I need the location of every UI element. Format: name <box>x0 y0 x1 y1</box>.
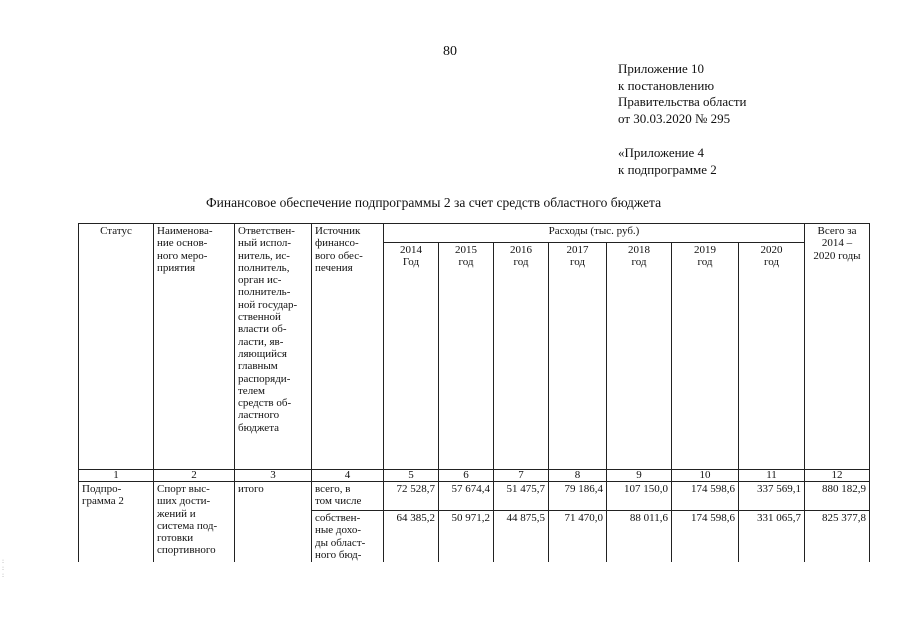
appendix-line: Приложение 10 <box>618 61 705 76</box>
column-number: 7 <box>494 470 549 482</box>
column-number: 5 <box>384 470 439 482</box>
program-name: Спорт выс- ших дости- жений и система под- готовки спортивного <box>154 482 235 563</box>
header-year: 2017 год <box>549 243 607 470</box>
column-number: 9 <box>607 470 672 482</box>
value-cell: 174 598,6 <box>672 482 739 511</box>
source-cell: всего, в том числе <box>312 482 384 511</box>
column-number: 3 <box>235 470 312 482</box>
financing-table <box>78 223 870 562</box>
value-cell: 107 150,0 <box>607 482 672 511</box>
total-cell: 880 182,9 <box>805 482 870 511</box>
column-number: 1 <box>79 470 154 482</box>
document-title: Финансовое обеспечение подпрограммы 2 за счет средств областного бюджета <box>206 195 662 210</box>
source-cell: собствен- ные дохо- ды област- ного бюд- <box>312 511 384 563</box>
header-year: 2018 год <box>607 243 672 470</box>
value-cell: 88 011,6 <box>607 511 672 563</box>
column-numbers-row <box>79 470 870 482</box>
value-cell: 50 971,2 <box>439 511 494 563</box>
header-total: Всего за 2014 – 2020 годы <box>805 224 870 470</box>
total-cell: 825 377,8 <box>805 511 870 563</box>
value-cell: 57 674,4 <box>439 482 494 511</box>
value-cell: 79 186,4 <box>549 482 607 511</box>
column-number: 11 <box>739 470 805 482</box>
header-year: 2020 год <box>739 243 805 470</box>
header-source: Источник финансо- вого обес- печения <box>312 224 384 470</box>
appendix-block <box>618 61 747 127</box>
header-name: Наименова- ние основ- ного меро- приятия <box>154 224 235 470</box>
table-row <box>79 482 870 511</box>
header-executor: Ответствен- ный испол- нитель, ис- полнитель, орган ис- полнитель- ной государ- ственной власти об- ласти, яв- ляющийся главным распоряди- телем средств об- ластного бюджета <box>235 224 312 470</box>
subappendix-line: к подпрограмме 2 <box>618 161 717 177</box>
column-number: 4 <box>312 470 384 482</box>
value-cell: 64 385,2 <box>384 511 439 563</box>
value-cell: 331 065,7 <box>739 511 805 563</box>
header-expenses: Расходы (тыс. руб.) <box>384 224 805 243</box>
value-cell: 71 470,0 <box>549 511 607 563</box>
header-year: 2015 год <box>439 243 494 470</box>
header-year: 2014 Год <box>384 243 439 470</box>
program-executor: итого <box>235 482 312 563</box>
value-cell: 72 528,7 <box>384 482 439 511</box>
column-number: 2 <box>154 470 235 482</box>
column-number: 8 <box>549 470 607 482</box>
value-cell: 44 875,5 <box>494 511 549 563</box>
value-cell: 51 475,7 <box>494 482 549 511</box>
subappendix-block <box>618 145 717 178</box>
page-number: 80 <box>443 44 457 59</box>
subappendix-line: «Приложение 4 <box>618 145 705 160</box>
column-number: 12 <box>805 470 870 482</box>
header-year: 2016 год <box>494 243 549 470</box>
appendix-line: Правительства области <box>618 94 747 109</box>
program-status: Подпро- грамма 2 <box>79 482 154 563</box>
appendix-line: от 30.03.2020 № 295 <box>618 110 731 126</box>
value-cell: 337 569,1 <box>739 482 805 511</box>
column-number: 6 <box>439 470 494 482</box>
column-number: 10 <box>672 470 739 482</box>
scan-margin-mark: : : : <box>2 558 5 579</box>
header-status: Статус <box>79 224 154 470</box>
appendix-line: к постановлению <box>618 77 715 93</box>
value-cell: 174 598,6 <box>672 511 739 563</box>
header-year: 2019 год <box>672 243 739 470</box>
